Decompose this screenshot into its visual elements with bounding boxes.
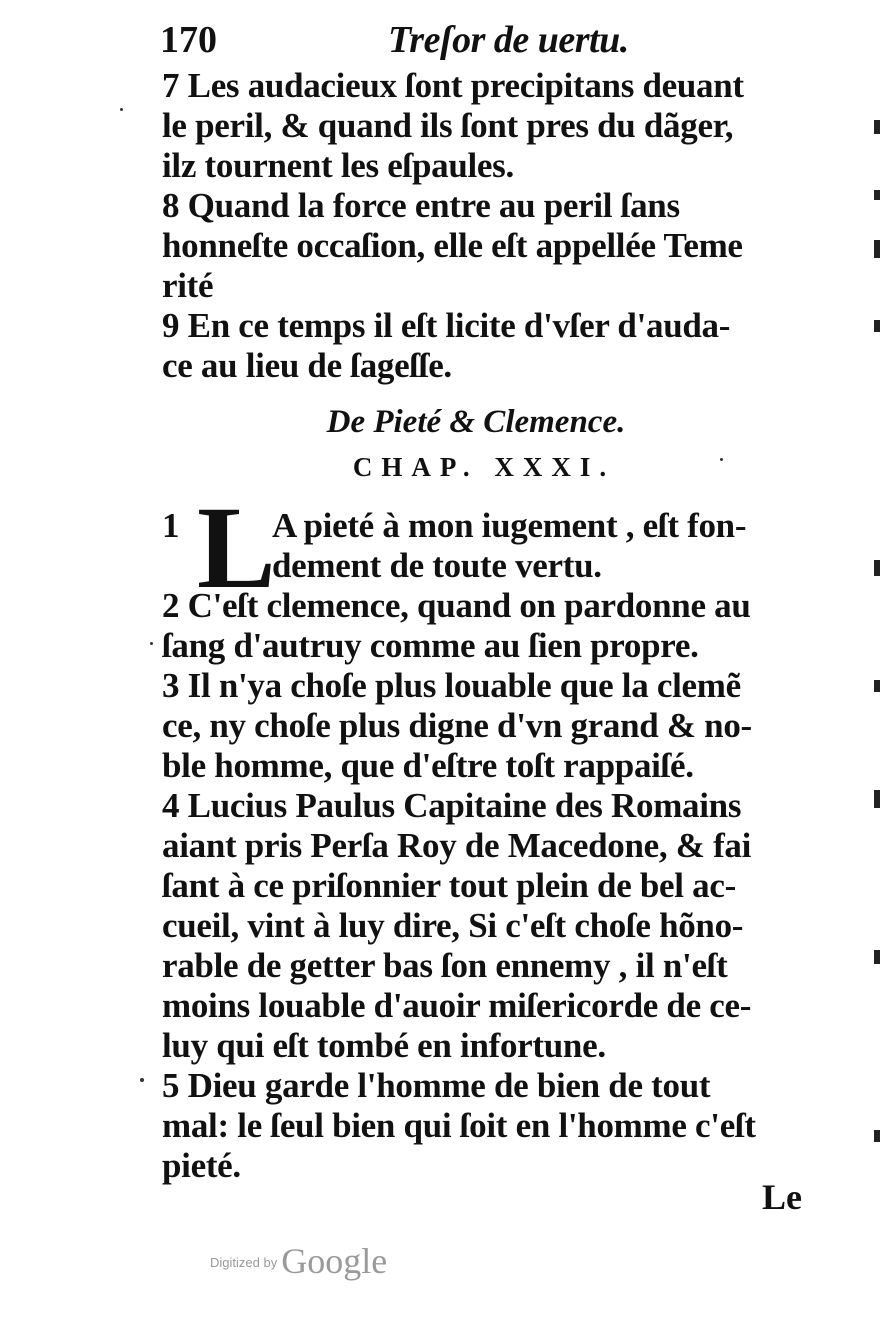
edge-mark <box>874 320 880 332</box>
catchword: Le <box>762 1177 802 1217</box>
ink-speck <box>720 458 723 461</box>
text-line: rable de getter bas ſon ennemy , il n'eſt <box>162 946 728 985</box>
google-logo: Google <box>281 1241 388 1281</box>
text-line: luy qui eſt tombé en infortune. <box>162 1026 606 1065</box>
page-header <box>160 18 820 68</box>
google-watermark <box>210 1240 387 1282</box>
text-line: pieté. <box>162 1146 241 1185</box>
edge-mark <box>874 950 880 964</box>
ink-speck <box>120 108 123 111</box>
chapter-label: CHAP. XXXI. <box>352 452 616 482</box>
edge-mark <box>874 240 880 258</box>
text-line: ble homme, que d'eſtre toſt rappaiſé. <box>162 746 694 785</box>
edge-mark <box>874 680 880 692</box>
text-line: mal: le ſeul bien qui ſoit en l'homme c'eſt <box>162 1106 756 1145</box>
text-line: 5 Dieu garde l'homme de bien de tout <box>162 1066 711 1105</box>
edge-mark <box>874 790 880 808</box>
ink-speck <box>140 1078 144 1082</box>
text-line: ce au lieu de ſageſſe. <box>162 346 452 385</box>
text-line: 9 En ce temps il eſt licite d'vſer d'auda- <box>162 306 731 345</box>
edge-mark <box>874 120 880 134</box>
text-line: ſant à ce priſonnier tout plein de bel ac- <box>162 866 736 905</box>
edge-mark <box>874 1130 880 1142</box>
edge-mark <box>874 190 880 200</box>
drop-cap: L <box>197 482 276 613</box>
text-line: 4 Lucius Paulus Capitaine des Romains <box>162 786 742 825</box>
text-line: 3 Il n'ya choſe plus louable que la clemẽ <box>162 666 741 705</box>
watermark-prefix: Digitized by <box>210 1255 278 1270</box>
edge-mark <box>874 560 880 576</box>
text-line: ce, ny choſe plus digne d'vn grand & no- <box>162 706 752 745</box>
text-line: rité <box>162 266 214 305</box>
text-line: aiant pris Perſa Roy de Macedone, & fai <box>162 826 752 865</box>
running-title: Treſor de uertu. <box>388 19 629 61</box>
item-number: 1 <box>162 506 180 545</box>
text-line: ilz tournent les eſpaules. <box>162 146 514 185</box>
section-heading: De Pieté & Clemence. <box>326 404 626 440</box>
page-number: 170 <box>160 19 217 61</box>
text-line: cueil, vint à luy dire, Si c'eſt choſe hõno- <box>162 906 744 945</box>
text-line: le peril, & quand ils ſont pres du dãger, <box>162 106 734 145</box>
text-line: 8 Quand la force entre au peril ſans <box>162 186 680 225</box>
ink-speck <box>150 642 153 645</box>
text-line: dement de toute vertu. <box>272 546 602 585</box>
text-line: honneſte occaſion, elle eſt appellée Teme <box>162 226 743 265</box>
text-line: moins louable d'auoir miſericorde de ce- <box>162 986 752 1025</box>
text-line: 2 C'eſt clemence, quand on pardonne au <box>162 586 751 625</box>
text-line: A pieté à mon iugement , eſt fon- <box>272 506 747 545</box>
text-line: 7 Les audacieux ſont precipitans deuant <box>162 66 744 105</box>
text-line: ſang d'autruy comme au ſien propre. <box>162 626 699 665</box>
